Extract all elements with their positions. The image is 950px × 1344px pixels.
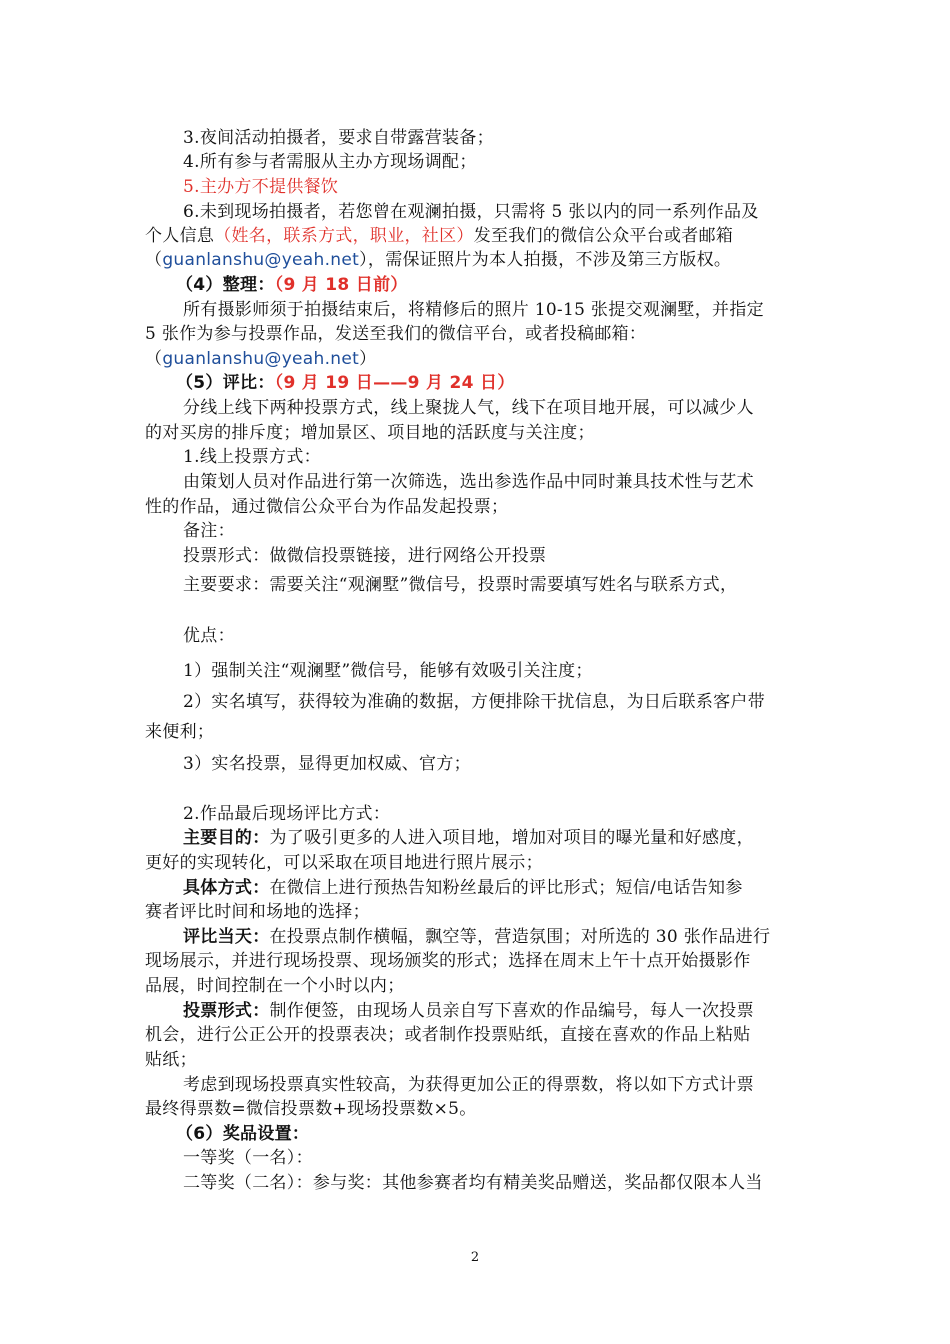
text-line: 机会，进行公正公开的投票表决；或者制作投票贴纸，直接在喜欢的作品上粘贴 xyxy=(145,1025,751,1045)
text-line: 5 张作为参与投票作品，发送至我们的微信平台，或者投稿邮箱： xyxy=(145,324,647,344)
text-line: 品展，时间控制在一个小时以内； xyxy=(145,976,405,996)
text-line: 考虑到现场投票真实性较高，为获得更加公正的得票数，将以如下方式计票 xyxy=(183,1075,754,1095)
text-line: 赛者评比时间和场地的选择； xyxy=(145,902,370,922)
text-line: 分线上线下两种投票方式，线上聚拢人气，线下在项目地开展，可以减少人 xyxy=(183,398,754,418)
email-address: guanlanshu@yeah.net xyxy=(162,250,360,270)
text-line: 主要要求：需要关注“观澜墅”微信号，投票时需要填写姓名与联系方式， xyxy=(183,575,738,595)
text-line: 二等奖（二名）：参与奖：其他参赛者均有精美奖品赠送，奖品都仅限本人当 xyxy=(183,1173,763,1193)
text-line: 具体方式：在微信上进行预热告知粉丝最后的评比形式；短信/电话告知参 xyxy=(183,878,743,898)
text-line: 投票形式：做微信投票链接，进行网络公开投票 xyxy=(183,546,547,566)
text-line: （guanlanshu@yeah.net） xyxy=(145,349,377,369)
text-line: 由策划人员对作品进行第一次筛选，选出参选作品中同时兼具技术性与艺术 xyxy=(183,472,754,492)
text-line: 的对买房的排斥度；增加景区、项目地的活跃度与关注度； xyxy=(145,423,595,443)
text-line: 3）实名投票，显得更加权威、官方； xyxy=(183,754,471,774)
section-heading: （4）整理：（9 月 18 日前） xyxy=(176,275,408,295)
section-heading: （5）评比：（9 月 19 日——9 月 24 日） xyxy=(176,373,515,393)
text-line: 1）强制关注“观澜墅”微信号，能够有效吸引关注度； xyxy=(183,661,593,681)
text-line: 评比当天：在投票点制作横幅，飘空等，营造氛围；对所选的 30 张作品进行 xyxy=(183,927,771,947)
text-line: （guanlanshu@yeah.net），需保证照片为本人拍摄，不涉及第三方版权。 xyxy=(145,250,732,270)
inline-label: 投票形式： xyxy=(183,1001,270,1021)
text-line-highlight: 5.主办方不提供餐饮 xyxy=(183,177,339,197)
date-range: （9 月 19 日——9 月 24 日） xyxy=(274,373,515,393)
text-line: 最终得票数=微信投票数+现场投票数×5。 xyxy=(145,1099,477,1119)
text-line: 贴纸； xyxy=(145,1050,197,1070)
text-line: 个人信息（姓名，联系方式，职业，社区）发至我们的微信公众平台或者邮箱 xyxy=(145,226,734,246)
text-line: 更好的实现转化，可以采取在项目地进行照片展示； xyxy=(145,853,543,873)
section-heading: （6）奖品设置： xyxy=(176,1124,310,1144)
text-line: 来便利； xyxy=(145,722,215,742)
text-line: 所有摄影师须于拍摄结束后，将精修后的照片 10-15 张提交观澜墅，并指定 xyxy=(183,300,764,320)
text-line: 优点： xyxy=(183,626,235,646)
text-line: 2.作品最后现场评比方式： xyxy=(183,804,391,824)
text-line: 备注： xyxy=(183,521,235,541)
text-line: 6.未到现场拍摄者，若您曾在观澜拍摄，只需将 5 张以内的同一系列作品及 xyxy=(183,202,759,222)
text-line: 2）实名填写，获得较为准确的数据，方便排除干扰信息，为日后联系客户带 xyxy=(183,692,766,712)
text-line: 性的作品，通过微信公众平台为作品发起投票； xyxy=(145,497,509,517)
text-line: 一等奖（一名）： xyxy=(183,1148,313,1168)
text-line: 3.夜间活动拍摄者，要求自带露营装备； xyxy=(183,128,494,148)
page-number: 2 xyxy=(470,1250,480,1265)
inline-label: 具体方式： xyxy=(183,878,270,898)
text-line: 现场展示，并进行现场投票、现场颁奖的形式；选择在周末上午十点开始摄影作 xyxy=(145,951,751,971)
text-line: 1.线上投票方式： xyxy=(183,447,321,467)
deadline-date: （9 月 18 日前） xyxy=(274,275,408,295)
text-line: 4.所有参与者需服从主办方现场调配； xyxy=(183,152,477,172)
personal-info-fields: （姓名，联系方式，职业，社区） xyxy=(214,226,474,246)
text-line: 投票形式：制作便签，由现场人员亲自写下喜欢的作品编号，每人一次投票 xyxy=(183,1001,754,1021)
email-address: guanlanshu@yeah.net xyxy=(162,349,360,369)
inline-label: 评比当天： xyxy=(183,927,270,947)
inline-label: 主要目的： xyxy=(183,828,270,848)
text-line: 主要目的：为了吸引更多的人进入项目地，增加对项目的曝光量和好感度， xyxy=(183,828,754,848)
